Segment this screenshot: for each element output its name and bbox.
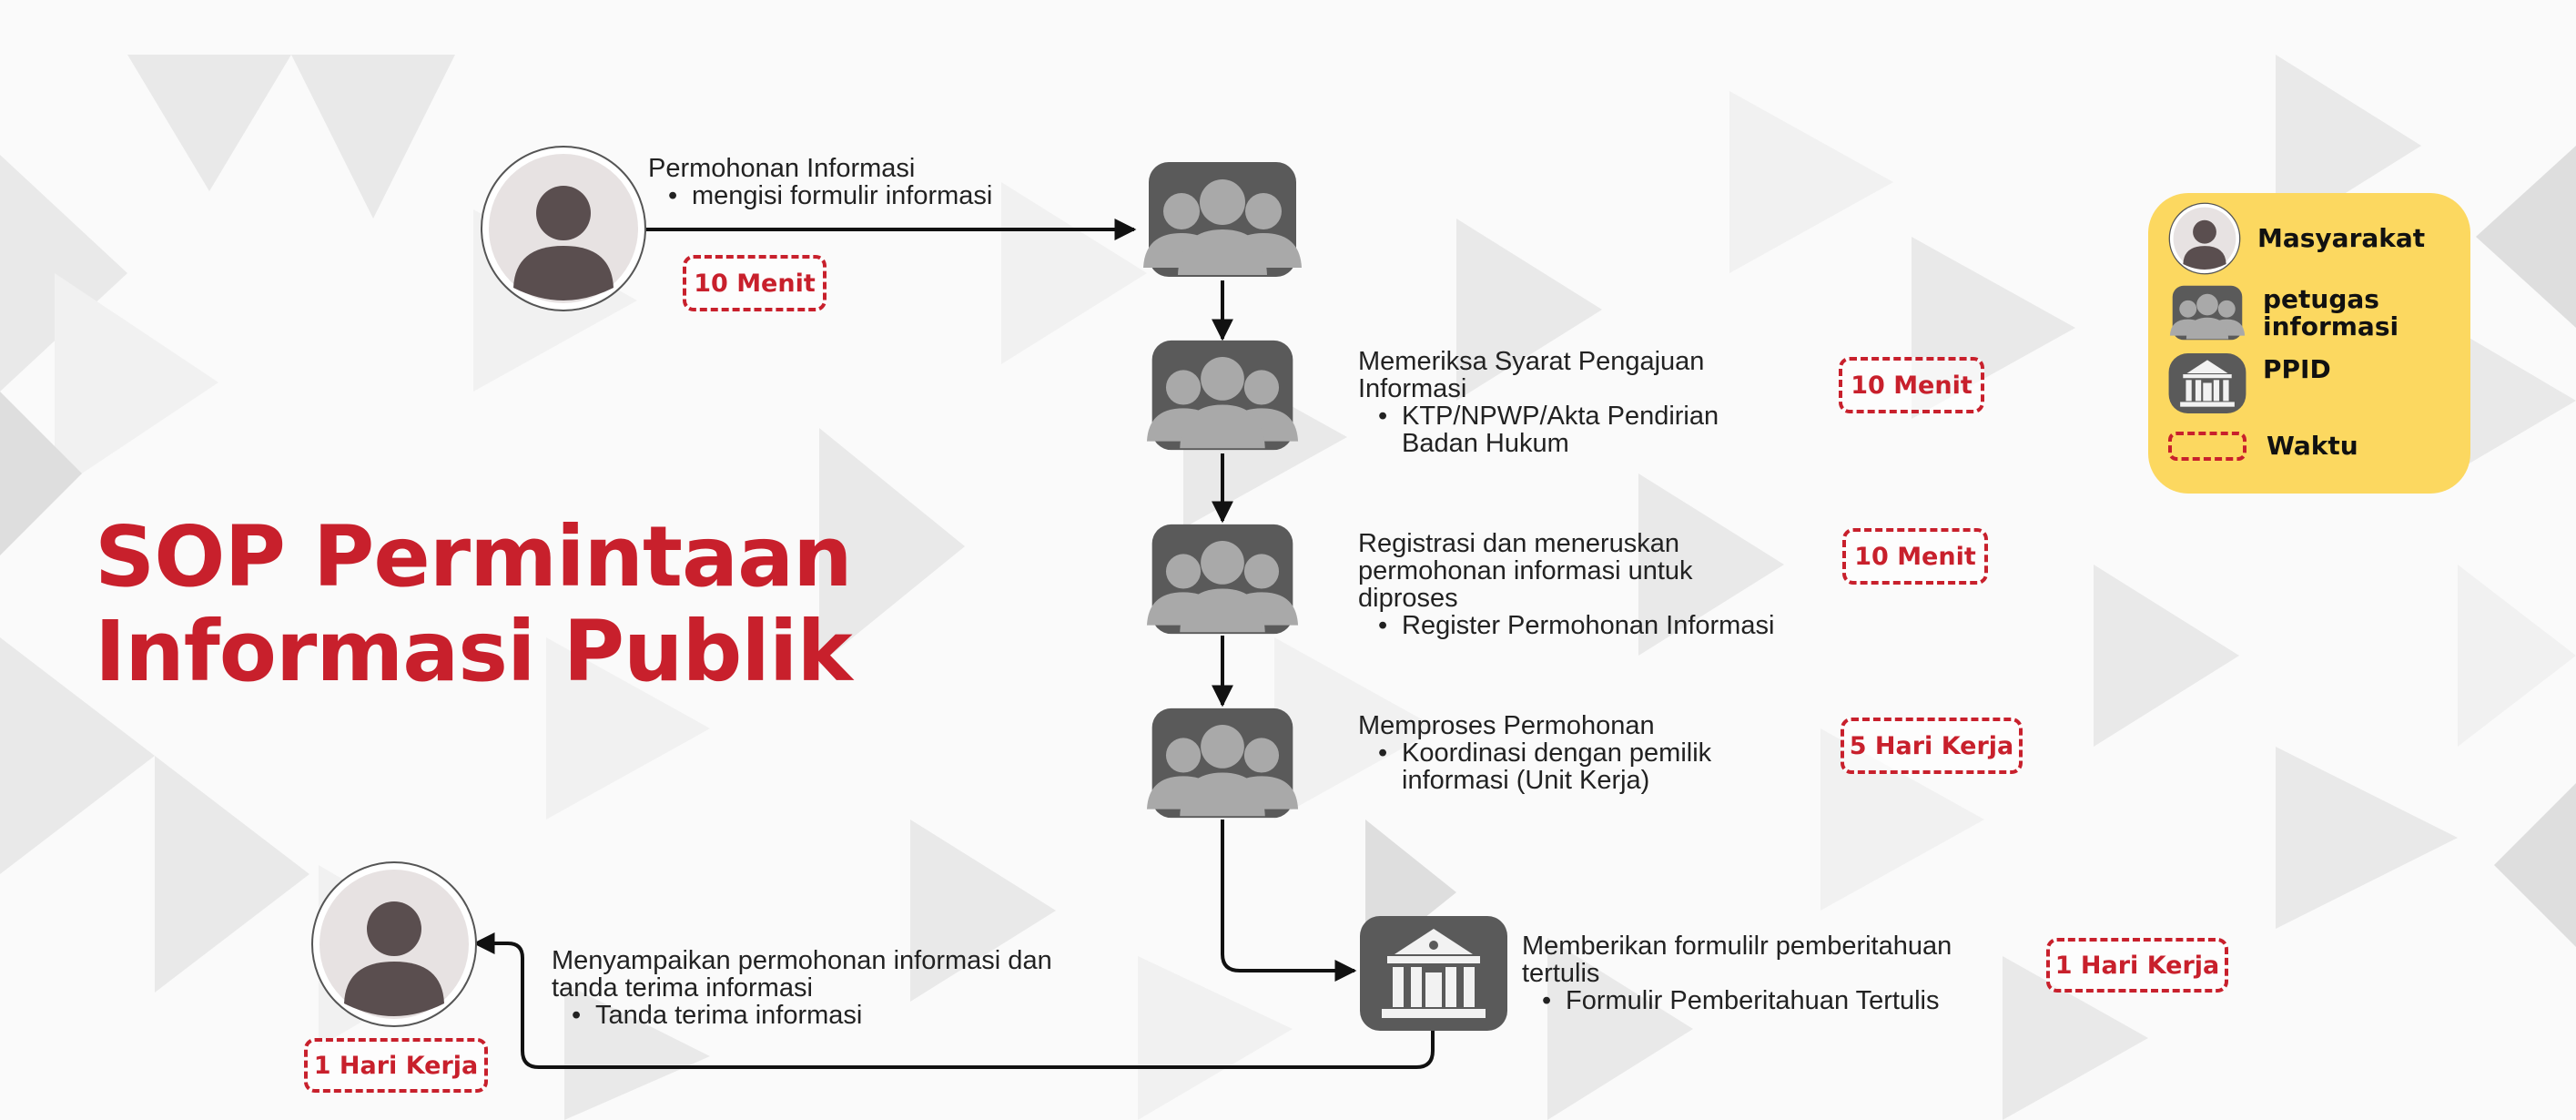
legend-item-petugas [2168,284,2409,342]
page-title [95,510,852,699]
step-4-text [1358,712,1786,794]
page-title-line1: SOP Permintaan [95,508,852,606]
legend-item-masyarakat [2168,202,2425,275]
group-icon [1140,707,1305,821]
legend-item-ppid [2168,353,2331,413]
legend-label-waktu: Waktu [2267,431,2358,461]
step-1-text [648,155,1085,209]
step-3-text [1358,530,1786,639]
person-icon [2168,202,2241,275]
legend-label-petugas: petugas informasi [2263,284,2399,341]
legend-label-ppid: PPID [2263,354,2331,384]
step-1-time-badge: 10 Menit [683,255,827,311]
building-icon [2168,353,2246,413]
step-6-bullet: • Tanda terima informasi [595,1002,1061,1029]
step-3-title: Registrasi dan meneruskan permohonan informasi untuk diproses [1358,529,1693,613]
step-2-time-badge: 10 Menit [1839,357,1984,413]
legend-panel [2148,193,2470,494]
group-icon [2168,284,2246,342]
person-icon [479,144,648,313]
step-2-title: Memeriksa Syarat Pengajuan Informasi [1358,347,1705,403]
step-2-bullet: • KTP/NPWP/Akta Pendirian Badan Hukum [1402,402,1786,457]
step-5-text [1522,932,2032,1014]
step-1-bullet: • mengisi formulir informasi [692,182,1085,209]
step-4-title: Memproses Permohonan [1358,711,1655,740]
step-1-title: Permohonan Informasi [648,154,916,183]
step-4-time-badge: 5 Hari Kerja [1841,718,2023,774]
group-icon [1140,160,1305,280]
step-5-title: Memberikan formulilr pemberitahuan tertulis [1522,932,1952,988]
building-icon [1360,916,1507,1031]
group-icon [1140,523,1305,637]
legend-label-masyarakat: Masyarakat [2257,223,2426,253]
arrow-step5-to-ppid [1222,820,1354,971]
step-4-bullet: • Koordinasi dengan pemilik informasi (Unit Kerja) [1402,739,1786,794]
step-5-bullet: • Formulir Pemberitahuan Tertulis [1566,987,2032,1014]
step-6-title: Menyampaikan permohonan informasi dan tanda terima informasi [552,946,1052,1003]
step-3-bullet: • Register Permohonan Informasi [1402,612,1786,639]
step-2-text [1358,348,1786,457]
page-title-line2: Informasi Publik [95,603,852,700]
time-badge-swatch [2168,432,2246,461]
step-3-time-badge: 10 Menit [1842,528,1988,585]
group-icon [1140,339,1305,453]
step-6-time-badge: 1 Hari Kerja [304,1038,488,1093]
step-6-text [552,947,1061,1029]
legend-item-waktu [2168,432,2358,461]
step-5-time-badge: 1 Hari Kerja [2046,938,2228,993]
person-icon [309,860,479,1029]
